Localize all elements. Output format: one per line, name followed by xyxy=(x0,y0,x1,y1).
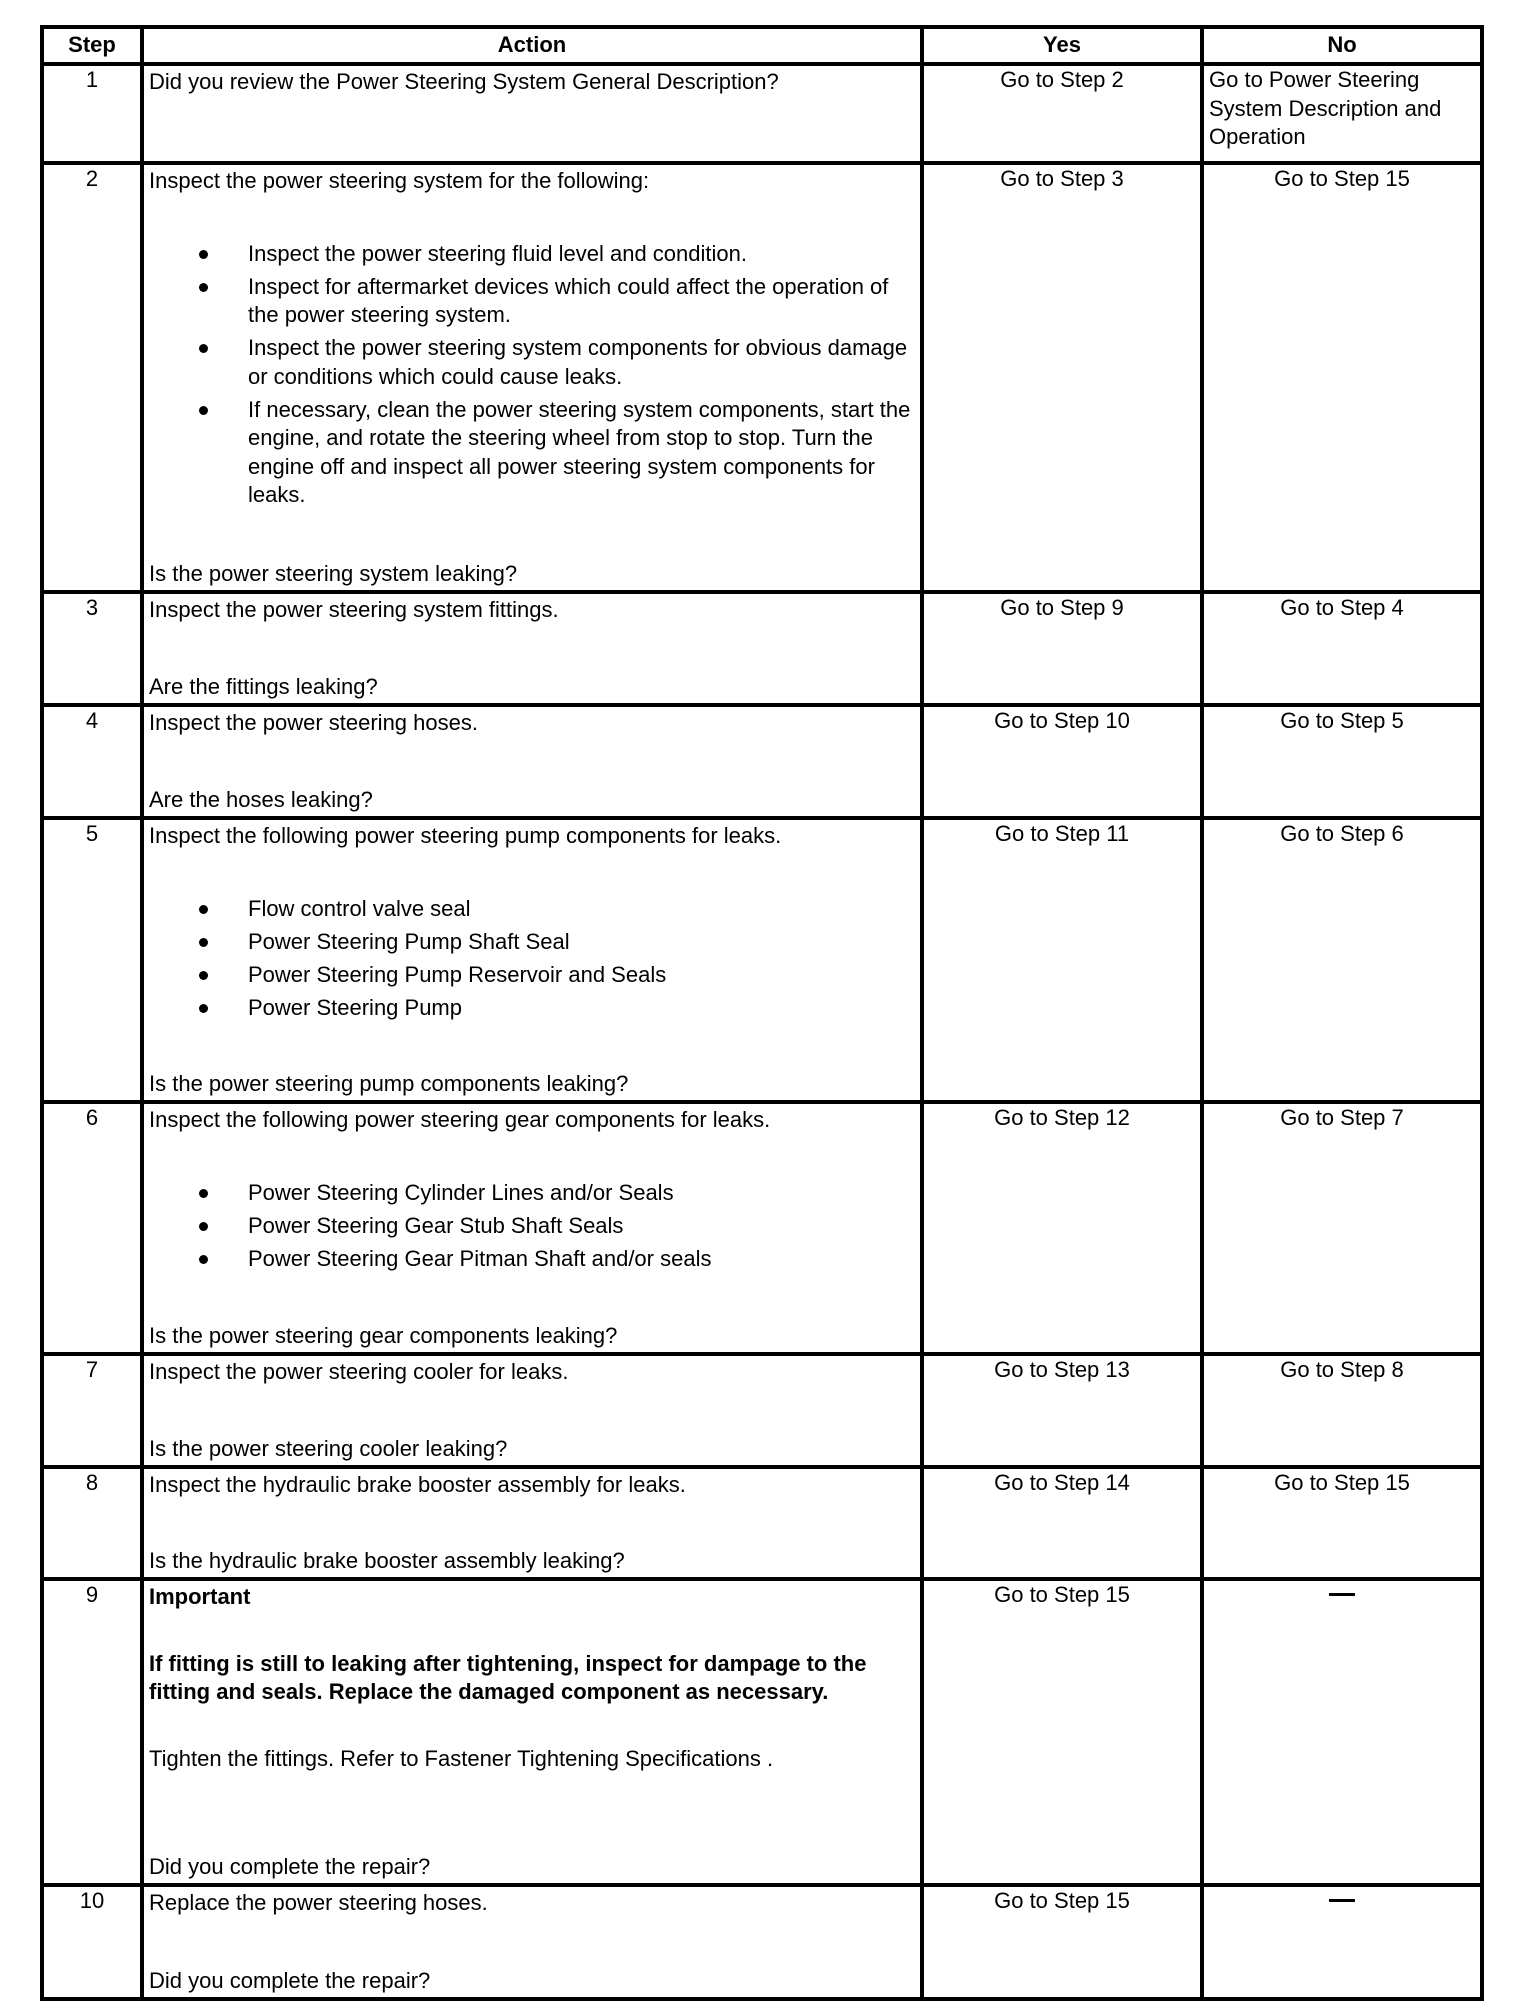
action-cell xyxy=(142,1467,922,1579)
no-result[interactable]: Go to Step 7 xyxy=(1202,1102,1482,1354)
step-number: 6 xyxy=(42,1102,142,1354)
table-row-step-3 xyxy=(42,592,1482,705)
step-number: 8 xyxy=(42,1467,142,1579)
action-intro: Inspect the power steering system for the following: xyxy=(149,168,650,193)
action-question: Did you complete the repair? xyxy=(149,1853,431,1879)
action-intro xyxy=(149,1745,915,1774)
header-yes: Yes xyxy=(922,27,1202,64)
action-question: Did you complete the repair? xyxy=(149,1967,431,1993)
no-result[interactable]: Go to Step 5 xyxy=(1202,705,1482,818)
list-item: Inspect for aftermarket devices which could affect the operation of the power steering system. xyxy=(149,273,915,330)
bullet-icon xyxy=(199,250,208,259)
action-intro: Inspect the following power steering gear components for leaks. xyxy=(149,1107,771,1132)
bullet-icon xyxy=(199,283,208,292)
bullet-list xyxy=(149,1179,915,1274)
yes-result[interactable]: Go to Step 9 xyxy=(922,592,1202,705)
bullet-icon xyxy=(199,938,208,947)
header-row xyxy=(42,27,1482,64)
list-item: Inspect the power steering system components for obvious damage or conditions which could cause leaks. xyxy=(149,334,915,391)
step-number: 9 xyxy=(42,1579,142,1885)
no-result[interactable]: Go to Step 8 xyxy=(1202,1354,1482,1467)
table-row-step-9 xyxy=(42,1579,1482,1885)
step-number: 3 xyxy=(42,592,142,705)
action-question: Is the power steering cooler leaking? xyxy=(149,1435,508,1461)
table-row-step-2 xyxy=(42,163,1482,592)
action-intro: Inspect the power steering hoses. xyxy=(149,710,478,735)
em-dash-icon xyxy=(1329,1593,1355,1596)
action-cell xyxy=(142,592,922,705)
action-intro: Replace the power steering hoses. xyxy=(149,1890,488,1915)
bullet-icon xyxy=(199,1255,208,1264)
bullet-list xyxy=(149,240,915,510)
step-number: 2 xyxy=(42,163,142,592)
yes-result[interactable]: Go to Step 10 xyxy=(922,705,1202,818)
action-question: Are the fittings leaking? xyxy=(149,673,378,699)
yes-result[interactable]: Go to Step 11 xyxy=(922,818,1202,1102)
no-result[interactable]: Go to Power Steering System Description and Operation xyxy=(1202,64,1482,163)
yes-result[interactable]: Go to Step 14 xyxy=(922,1467,1202,1579)
header-action: Action xyxy=(142,27,922,64)
list-item: Power Steering Gear Pitman Shaft and/or seals xyxy=(149,1245,915,1274)
list-item: Power Steering Pump Reservoir and Seals xyxy=(149,961,915,990)
table-row-step-6 xyxy=(42,1102,1482,1354)
action-cell xyxy=(142,163,922,592)
yes-result[interactable]: Go to Step 15 xyxy=(922,1579,1202,1885)
list-item: Power Steering Pump Shaft Seal xyxy=(149,928,915,957)
action-intro: Inspect the power steering cooler for leaks. xyxy=(149,1359,569,1384)
important-note: If fitting is still to leaking after tightening, inspect for dampage to the fitting and seals. Replace the damaged component as necessary. xyxy=(149,1650,867,1704)
step-number: 7 xyxy=(42,1354,142,1467)
em-dash-icon xyxy=(1329,1899,1355,1902)
list-item: Power Steering Cylinder Lines and/or Seals xyxy=(149,1179,915,1208)
action-cell xyxy=(142,818,922,1102)
action-intro: Inspect the power steering system fittings. xyxy=(149,597,559,622)
action-cell xyxy=(142,1354,922,1467)
bullet-icon xyxy=(199,344,208,353)
yes-result[interactable]: Go to Step 3 xyxy=(922,163,1202,592)
no-result[interactable]: Go to Step 15 xyxy=(1202,163,1482,592)
fastener-spec-link[interactable]: Tighten the fittings. Refer to Fastener Tightening Specifications . xyxy=(149,1745,774,1771)
no-result xyxy=(1202,1885,1482,1999)
action-question: Is the power steering pump components leaking? xyxy=(149,1070,629,1096)
step-number: 5 xyxy=(42,818,142,1102)
action-cell xyxy=(142,64,922,163)
list-item: If necessary, clean the power steering system components, start the engine, and rotate the steering wheel from stop to stop. Turn the engine off and inspect all power steering system components for leaks. xyxy=(149,396,915,510)
action-question: Is the hydraulic brake booster assembly leaking? xyxy=(149,1547,625,1573)
bullet-icon xyxy=(199,971,208,980)
list-item: Power Steering Gear Stub Shaft Seals xyxy=(149,1212,915,1241)
yes-result[interactable]: Go to Step 13 xyxy=(922,1354,1202,1467)
action-cell xyxy=(142,1885,922,1999)
step-number: 10 xyxy=(42,1885,142,1999)
bullet-icon xyxy=(199,406,208,415)
header-no: No xyxy=(1202,27,1482,64)
bullet-icon xyxy=(199,1222,208,1231)
step-number: 1 xyxy=(42,64,142,163)
action-text: Did you review the Power Steering System General Description? xyxy=(149,69,779,94)
list-item: Inspect the power steering fluid level and condition. xyxy=(149,240,915,269)
list-item: Flow control valve seal xyxy=(149,895,915,924)
action-question: Are the hoses leaking? xyxy=(149,786,373,812)
action-cell xyxy=(142,705,922,818)
action-question: Is the power steering system leaking? xyxy=(149,560,518,586)
bullet-icon xyxy=(199,905,208,914)
header-step: Step xyxy=(42,27,142,64)
table-row-step-10 xyxy=(42,1885,1482,1999)
action-cell xyxy=(142,1102,922,1354)
no-result[interactable]: Go to Step 15 xyxy=(1202,1467,1482,1579)
action-question: Is the power steering gear components leaking? xyxy=(149,1322,618,1348)
no-result[interactable]: Go to Step 6 xyxy=(1202,818,1482,1102)
bullet-list xyxy=(149,895,915,1023)
no-result[interactable]: Go to Step 4 xyxy=(1202,592,1482,705)
yes-result[interactable]: Go to Step 15 xyxy=(922,1885,1202,1999)
table-row-step-7 xyxy=(42,1354,1482,1467)
diagnostic-table xyxy=(40,25,1484,2001)
yes-result[interactable]: Go to Step 2 xyxy=(922,64,1202,163)
step-number: 4 xyxy=(42,705,142,818)
no-result xyxy=(1202,1579,1482,1885)
action-cell xyxy=(142,1579,922,1885)
yes-result[interactable]: Go to Step 12 xyxy=(922,1102,1202,1354)
table-row-step-5 xyxy=(42,818,1482,1102)
bullet-icon xyxy=(199,1004,208,1013)
action-intro: Inspect the following power steering pump components for leaks. xyxy=(149,823,782,848)
important-title: Important xyxy=(149,1584,251,1609)
action-intro: Inspect the hydraulic brake booster assembly for leaks. xyxy=(149,1472,686,1497)
table-row-step-8 xyxy=(42,1467,1482,1579)
list-item: Power Steering Pump xyxy=(149,994,915,1023)
table-row-step-1 xyxy=(42,64,1482,163)
table-row-step-4 xyxy=(42,705,1482,818)
bullet-icon xyxy=(199,1189,208,1198)
